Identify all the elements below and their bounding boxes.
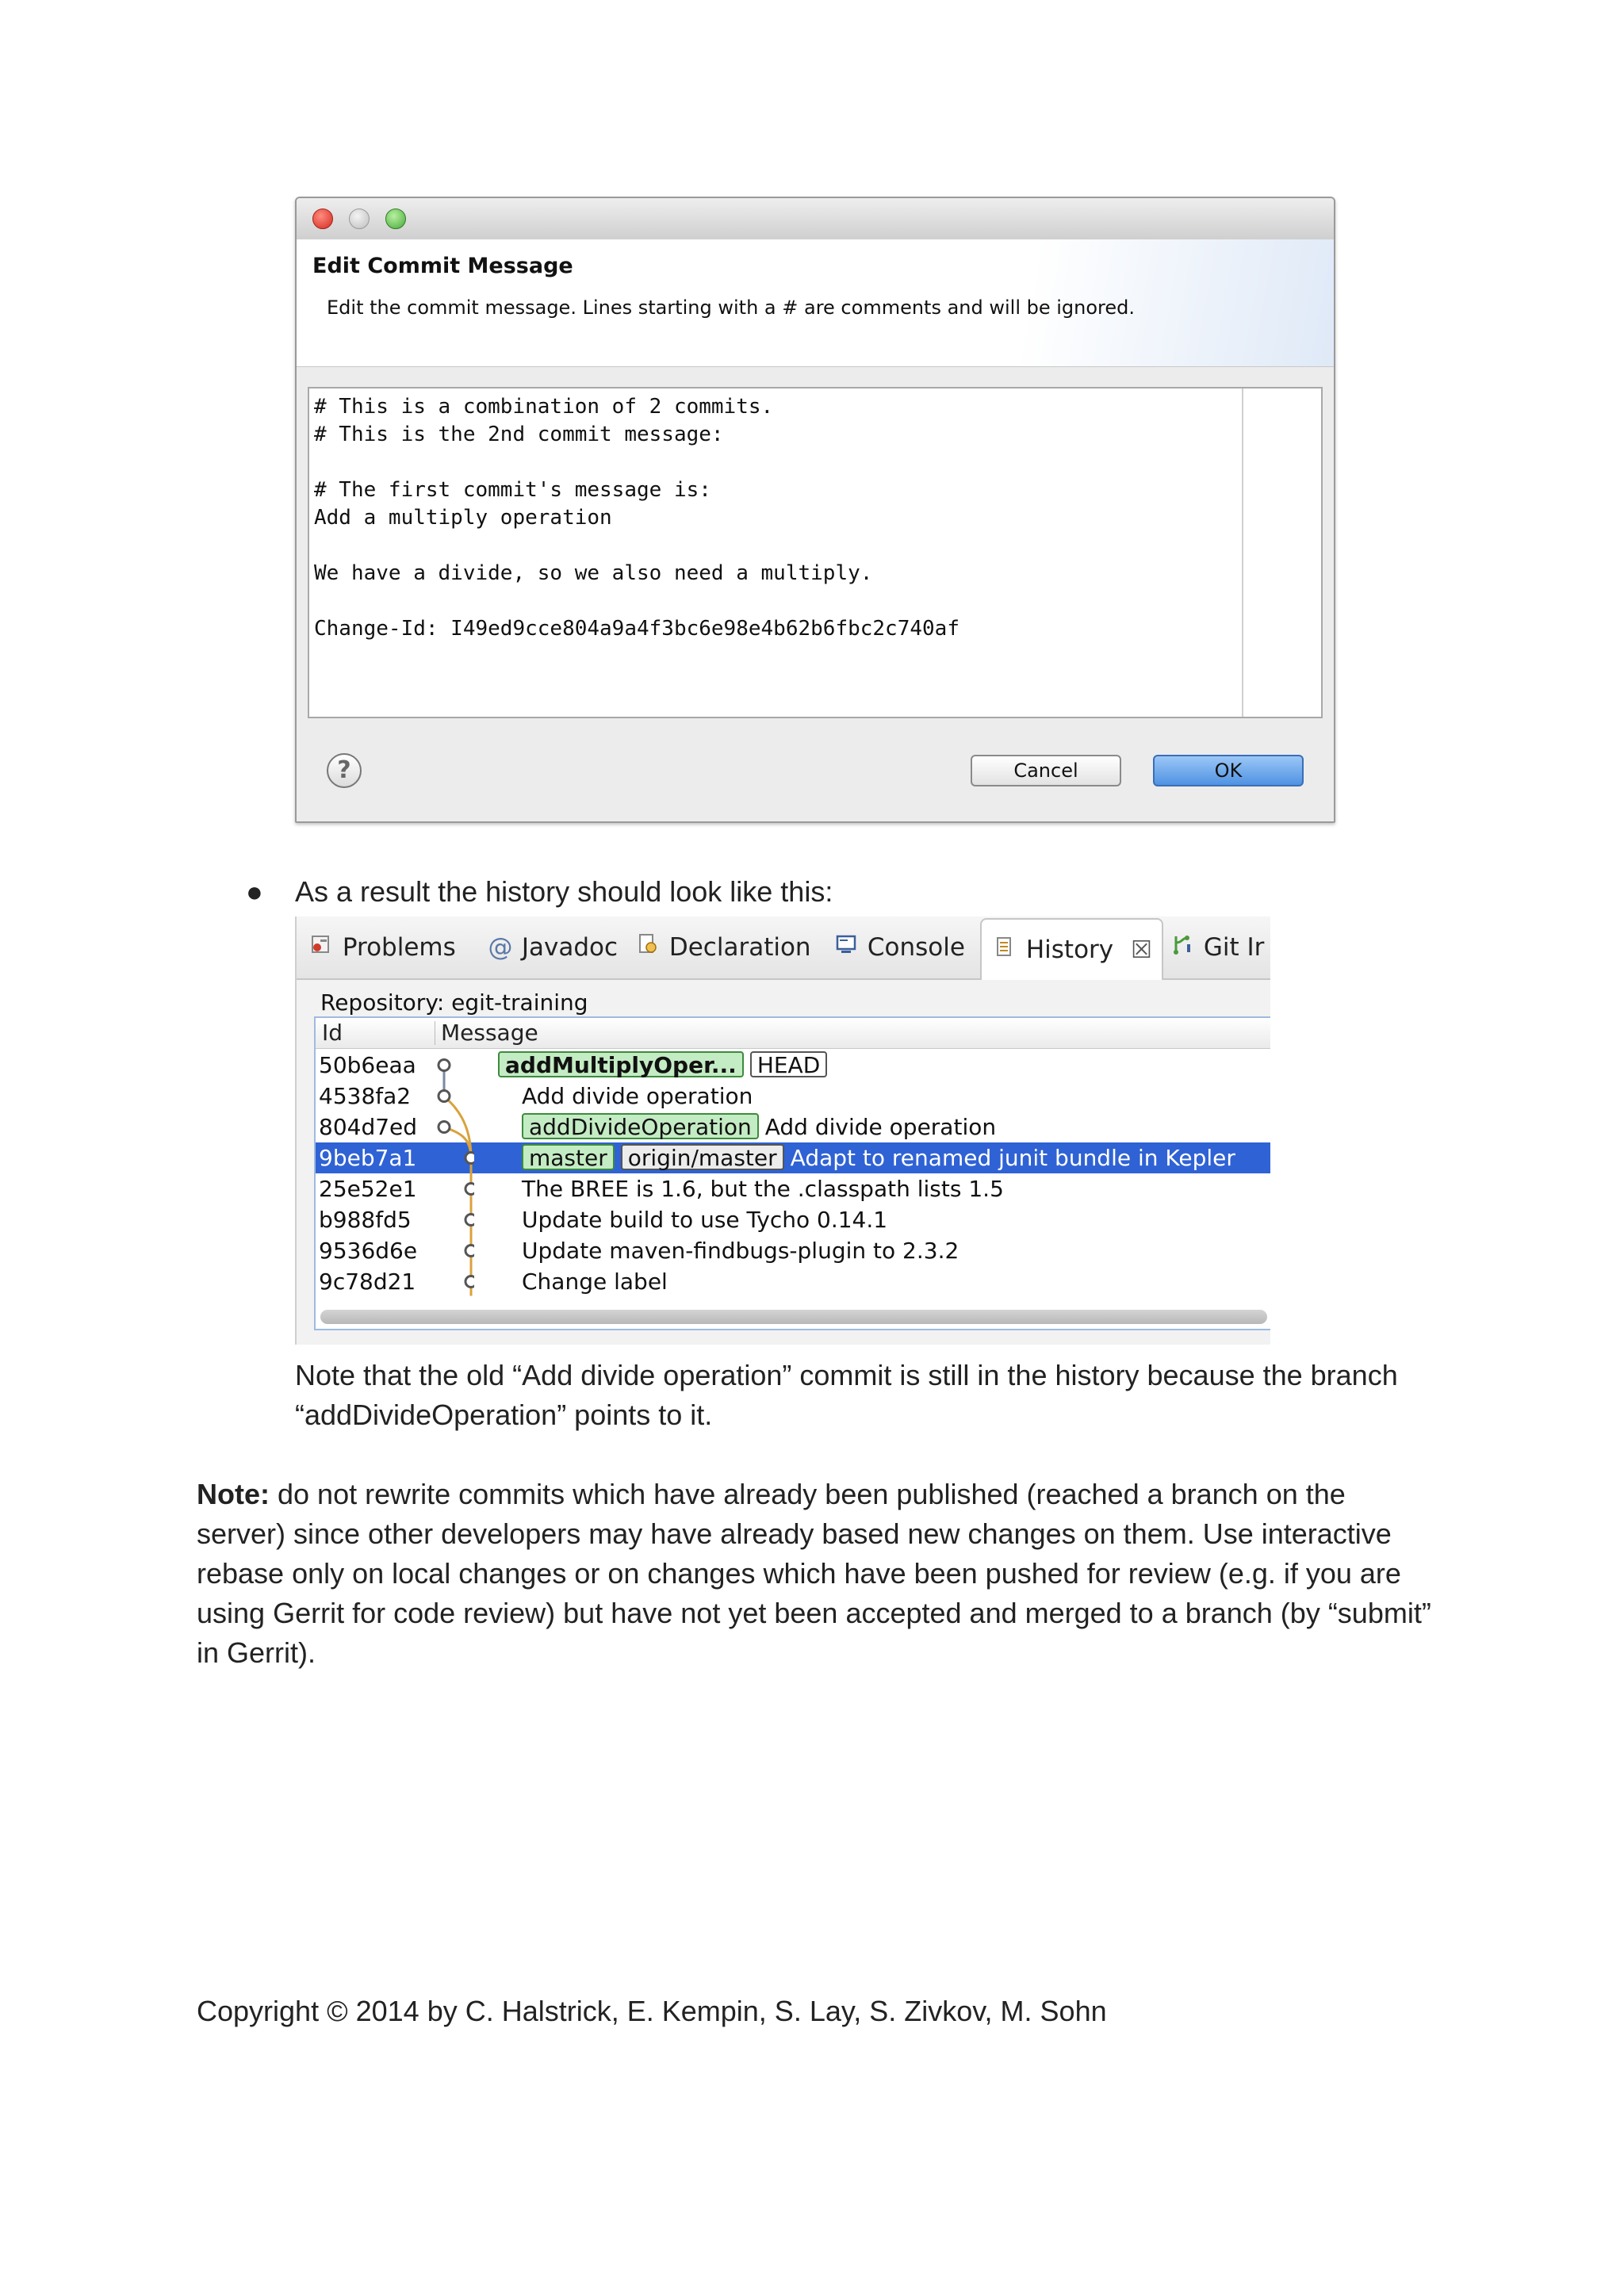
commit-message-cell xyxy=(522,1112,996,1142)
column-header-id[interactable]: Id xyxy=(322,1020,343,1046)
editor-line: # The first commit's message is: xyxy=(314,478,711,502)
commit-message-cell xyxy=(522,1266,668,1297)
javadoc-icon: @ xyxy=(488,933,513,962)
copyright-footer: Copyright © 2014 by C. Halstrick, E. Kempin, S. Lay, S. Zivkov, M. Sohn xyxy=(197,1995,1107,2027)
commit-id: 9536d6e xyxy=(319,1238,418,1264)
editor-line: We have a divide, so we also need a multiply. xyxy=(314,561,873,585)
commit-graph xyxy=(316,1018,474,1332)
commit-message-cell xyxy=(522,1081,753,1112)
tab-javadoc[interactable] xyxy=(487,928,618,967)
commit-message-cell xyxy=(522,1173,1004,1204)
note-paragraph-publish-warning xyxy=(197,1475,1434,1673)
editor-line: Add a multiply operation xyxy=(314,506,612,530)
commit-id: 25e52e1 xyxy=(319,1176,417,1202)
branch-badge[interactable]: addMultiplyOper... xyxy=(498,1051,744,1077)
commit-message-cell xyxy=(498,1050,833,1081)
column-header-message[interactable]: Message xyxy=(441,1020,538,1046)
commit-id: 804d7ed xyxy=(319,1114,418,1140)
commit-message-text: Update build to use Tycho 0.14.1 xyxy=(522,1207,888,1233)
cancel-button[interactable]: Cancel xyxy=(971,755,1121,786)
commit-node xyxy=(465,1215,474,1226)
editor-line: # This is a combination of 2 commits. xyxy=(314,395,774,419)
problems-icon xyxy=(308,928,335,967)
commit-message-editor[interactable] xyxy=(308,387,1323,718)
editor-blank-line xyxy=(314,532,959,560)
declaration-icon xyxy=(634,928,661,967)
branch-badge[interactable]: addDivideOperation xyxy=(522,1113,759,1139)
tab-history-label: History xyxy=(1025,936,1114,964)
commit-id: b988fd5 xyxy=(319,1207,412,1233)
note-paragraph-old-commit: Note that the old “Add divide operation” commit is still in the history because the branch “addDivideOperation” points to it. xyxy=(295,1359,1398,1431)
commit-message-cell xyxy=(522,1142,1235,1173)
repository-label: Repository: egit-training xyxy=(320,989,588,1016)
commit-message-text: Adapt to renamed junit bundle in Kepler xyxy=(790,1145,1235,1171)
ok-button[interactable]: OK xyxy=(1153,755,1304,786)
window-close-button[interactable] xyxy=(312,209,333,229)
console-icon xyxy=(833,928,860,967)
help-icon[interactable]: ? xyxy=(327,753,362,788)
commit-node xyxy=(439,1060,450,1071)
commit-node xyxy=(439,1091,450,1102)
commit-id: 4538fa2 xyxy=(319,1083,412,1109)
history-view xyxy=(295,916,1270,1345)
editor-line: # This is the 2nd commit message: xyxy=(314,423,724,446)
remote-branch-badge[interactable]: origin/master xyxy=(621,1144,784,1170)
tab-declaration-label: Declaration xyxy=(668,933,811,962)
tab-javadoc-label: Javadoc xyxy=(521,933,619,962)
commit-message-text: Change label xyxy=(522,1269,668,1295)
tab-declaration[interactable] xyxy=(634,928,811,967)
commit-message-cell xyxy=(522,1204,887,1235)
tab-git[interactable] xyxy=(1169,928,1264,967)
dialog-description: Edit the commit message. Lines starting with a # are comments and will be ignored. xyxy=(327,297,1136,319)
note-label: Note: xyxy=(197,1478,270,1510)
head-ref-badge[interactable]: HEAD xyxy=(750,1051,827,1077)
tab-console[interactable] xyxy=(833,928,965,967)
note-text: do not rewrite commits which have already been published (reached a branch on the server) since other developers may have already based new changes on them. Use interactive rebase only on local changes or on changes which have been pushed for review (e.g. if you are using Gerrit for code review) but have not yet been accepted and merged to a branch (by “submit” in Gerrit). xyxy=(197,1478,1431,1669)
commit-id: 9c78d21 xyxy=(319,1269,416,1295)
commit-message-text: Add divide operation xyxy=(764,1114,997,1140)
tab-git-label: Git Ir xyxy=(1203,933,1265,962)
commit-node xyxy=(465,1276,474,1288)
commit-message-text xyxy=(314,393,959,643)
tab-problems-label: Problems xyxy=(342,933,456,962)
tab-console-label: Console xyxy=(867,933,965,962)
bullet-icon: ● xyxy=(246,875,263,908)
tab-history[interactable] xyxy=(980,918,1163,980)
close-tab-icon[interactable]: ☒ xyxy=(1131,936,1152,964)
edit-commit-message-dialog xyxy=(295,197,1335,823)
commit-message-text: Update maven-findbugs-plugin to 2.3.2 xyxy=(522,1238,959,1264)
commit-id: 9beb7a1 xyxy=(319,1145,417,1171)
editor-blank-line xyxy=(314,449,959,476)
view-tab-bar xyxy=(297,916,1270,980)
tab-problems[interactable] xyxy=(308,928,456,967)
commit-id: 50b6eaa xyxy=(319,1052,416,1078)
bullet-text: As a result the history should look like this: xyxy=(295,875,833,908)
history-icon xyxy=(991,920,1018,980)
dialog-header xyxy=(297,239,1334,367)
editor-line: Change-Id: I49ed9cce804a9a4f3bc6e98e4b62b6fbc2c740af xyxy=(314,617,959,641)
window-zoom-button[interactable] xyxy=(385,209,406,229)
commit-message-cell xyxy=(522,1235,959,1266)
dialog-title: Edit Commit Message xyxy=(312,254,573,278)
commit-history-table xyxy=(314,1016,1270,1330)
commit-node xyxy=(465,1246,474,1257)
commit-message-text: Add divide operation xyxy=(522,1083,753,1109)
commit-node xyxy=(465,1153,474,1164)
branch-badge[interactable]: master xyxy=(522,1144,615,1170)
dialog-titlebar xyxy=(297,198,1334,240)
editor-blank-line xyxy=(314,587,959,615)
editor-margin-divider xyxy=(1242,388,1243,717)
commit-message-text: The BREE is 1.6, but the .classpath lists 1.5 xyxy=(522,1176,1004,1202)
commit-node xyxy=(439,1122,450,1133)
git-icon xyxy=(1169,928,1196,967)
window-minimize-button[interactable] xyxy=(349,209,370,229)
horizontal-scrollbar[interactable] xyxy=(320,1310,1267,1324)
commit-node xyxy=(465,1184,474,1195)
